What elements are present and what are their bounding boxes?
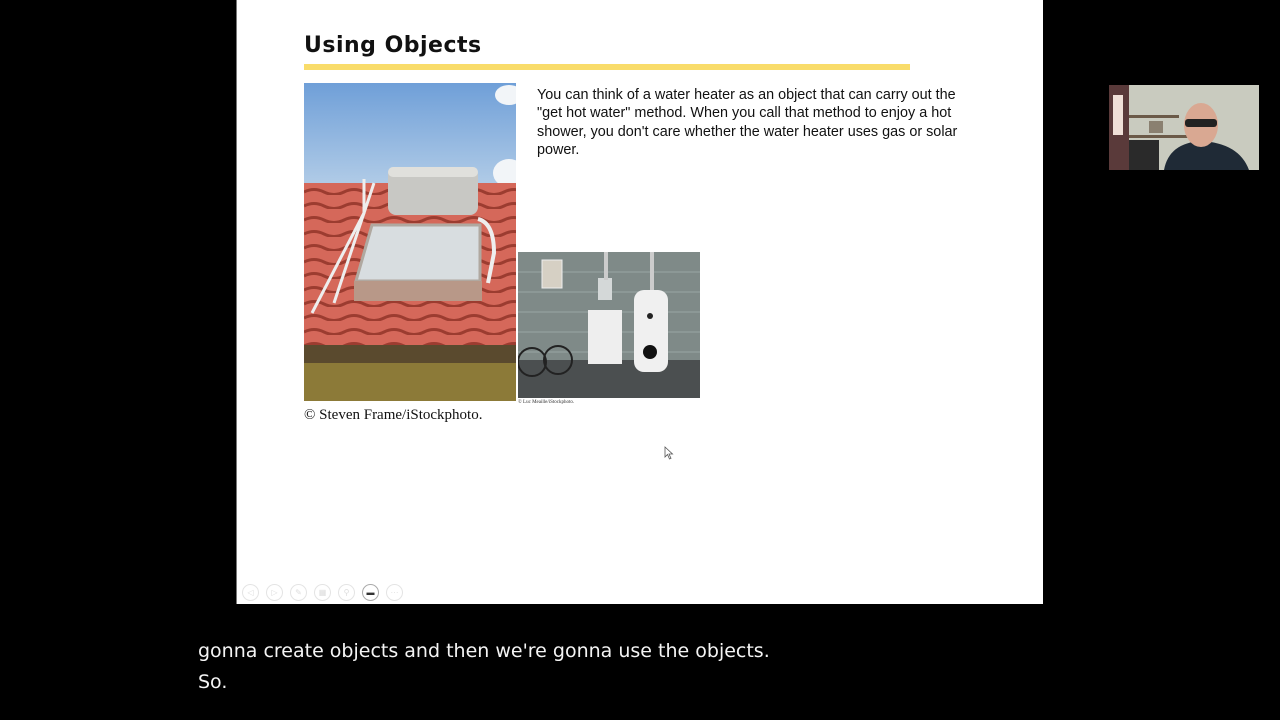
pen-icon[interactable]: ✎ [290,584,307,601]
presentation-slide [236,0,1043,604]
title-underline [304,64,910,70]
mouse-cursor-icon [664,446,674,465]
solar-photo-credit: © Steven Frame/iStockphoto. [304,407,483,423]
presenter-webcam [1109,85,1259,170]
next-slide-icon[interactable]: ▷ [266,584,283,601]
subtitle-line-1: gonna create objects and then we're gonna use the objects. [198,640,770,662]
slides-grid-icon[interactable]: ▦ [314,584,331,601]
solar-water-heater-photo [304,83,516,401]
basement-photo-credit: © Luc Meaille/iStockphoto. [518,400,575,405]
more-options-icon[interactable]: ··· [386,584,403,601]
slide-body-text: You can think of a water heater as an object that can carry out the "get hot water" method. When you call that method to enjoy a hot shower, you don't care whether the water heater uses gas or solar power. [537,87,958,158]
basement-water-heater-photo [518,252,700,398]
presenter-toolbar [237,580,403,604]
subtitles [198,636,770,698]
previous-slide-icon[interactable]: ◁ [242,584,259,601]
subtitle-line-2: So. [198,671,228,693]
zoom-icon[interactable]: ⚲ [338,584,355,601]
slide-title: Using Objects [304,33,482,58]
subtitles-icon[interactable]: ▬ [362,584,379,601]
